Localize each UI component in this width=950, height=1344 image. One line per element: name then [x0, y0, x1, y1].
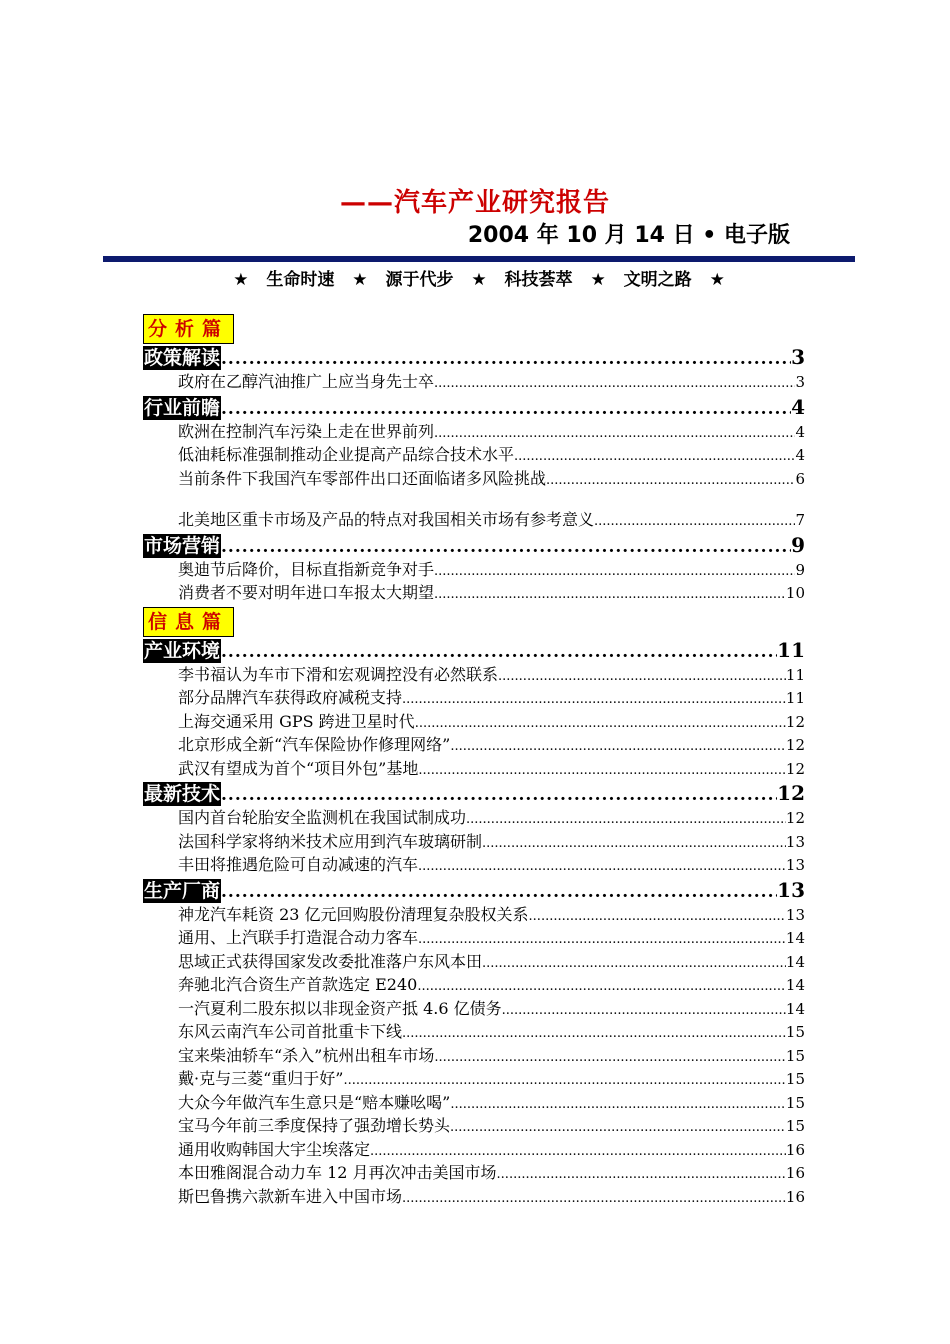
entry-page-number: 14	[785, 929, 805, 947]
header-divider	[103, 256, 855, 262]
toc-entry[interactable]	[143, 508, 805, 532]
entry-title: 宝马今年前三季度保持了强劲增长势头	[178, 1116, 451, 1135]
entry-page-number: 3	[795, 373, 805, 391]
entry-title: 北京形成全新“汽车保险协作修理网络”	[178, 735, 451, 754]
dot-leader	[450, 735, 786, 759]
toc-entry[interactable]	[143, 950, 805, 974]
entry-page-number: 13	[785, 856, 805, 874]
dot-leader	[434, 372, 795, 396]
entry-page-number: 16	[785, 1140, 805, 1159]
report-title: ——汽车产业研究报告	[339, 188, 610, 218]
entry-title: 法国科学家将纳米技术应用到汽车玻璃研制	[178, 831, 483, 851]
entry-title: 戴·克与三菱“重归于好”	[178, 1069, 344, 1088]
section-label: 最新技术	[144, 783, 221, 805]
entry-page-number: 7	[795, 511, 805, 529]
dot-leader	[434, 560, 795, 584]
slogan: 源于代步	[385, 270, 454, 290]
dot-leader	[497, 1163, 786, 1187]
entry-title: 丰田将推遇危险可自动减速的汽车	[178, 855, 419, 874]
entry-title: 当前条件下我国汽车零部件出口还面临诸多风险挑战	[178, 468, 547, 488]
entry-title: 东风云南汽车公司首批重卡下线	[178, 1022, 403, 1041]
entry-title: 思域正式获得国家发改委批准落户东风本田	[178, 951, 483, 971]
entry-page-number: 14	[785, 999, 805, 1018]
section-label: 市场营销	[144, 534, 221, 557]
dot-leader	[498, 665, 786, 689]
section-page-number: 11	[777, 637, 805, 662]
entry-page-number: 12	[785, 712, 805, 731]
toc-entry[interactable]	[143, 1185, 805, 1209]
entry-page-number: 11	[785, 665, 805, 684]
entry-page-number: 12	[785, 736, 805, 754]
slogan: 生命时速	[266, 270, 335, 290]
dot-leader	[343, 1069, 785, 1093]
entry-title: 消费者不要对明年进口车报太大期望	[178, 583, 435, 602]
entry-title: 通用、上汽联手打造混合动力客车	[178, 928, 419, 947]
toc-entry[interactable]	[143, 853, 805, 877]
entry-page-number: 14	[785, 976, 805, 994]
entry-page-number: 10	[785, 584, 805, 602]
dot-leader	[402, 1187, 786, 1211]
dot-leader	[482, 952, 786, 976]
dot-leader	[221, 782, 777, 808]
entry-page-number: 15	[785, 1117, 805, 1135]
part-heading: 分析篇	[143, 314, 234, 344]
toc-section[interactable]	[143, 532, 805, 558]
entry-page-number: 15	[785, 1046, 805, 1065]
dot-leader	[370, 1140, 786, 1164]
toc-entry[interactable]	[143, 973, 805, 997]
entry-page-number: 13	[785, 905, 805, 924]
entry-title: 斯巴鲁携六款新车进入中国市场	[178, 1186, 403, 1206]
toc-entry[interactable]	[143, 467, 805, 491]
toc-entry[interactable]	[143, 1020, 805, 1044]
dot-leader	[529, 905, 786, 929]
section-page-number: 3	[791, 345, 805, 369]
entry-page-number: 11	[785, 689, 805, 707]
entry-page-number: 9	[795, 560, 805, 579]
dot-leader	[402, 1022, 786, 1046]
star-icon: ★	[709, 270, 725, 290]
part-heading: 信息篇	[143, 607, 234, 637]
dot-leader	[221, 879, 777, 905]
toc-entry[interactable]	[143, 443, 805, 467]
dot-leader	[482, 832, 786, 856]
dot-leader	[221, 639, 777, 665]
toc-entry[interactable]	[143, 903, 805, 927]
section-label: 生产厂商	[144, 879, 221, 902]
toc-entry[interactable]	[143, 733, 805, 757]
entry-page-number: 12	[785, 759, 805, 778]
entry-title: 上海交通采用 GPS 跨进卫星时代	[178, 711, 415, 731]
toc-section[interactable]	[143, 344, 805, 370]
dot-leader	[450, 1093, 786, 1117]
entry-title: 欧洲在控制汽车污染上走在世界前列	[178, 421, 435, 441]
dot-leader	[434, 422, 795, 446]
toc-entry[interactable]	[143, 420, 805, 444]
entry-page-number: 4	[795, 446, 805, 464]
toc-entry[interactable]	[143, 710, 805, 734]
section-page-number: 9	[791, 532, 805, 557]
toc-section[interactable]	[143, 877, 805, 903]
dot-leader	[502, 999, 786, 1023]
dot-leader	[418, 759, 786, 783]
entry-title: 宝来柴油轿车“杀入”杭州出租车市场	[178, 1045, 435, 1065]
entry-title: 国内首台轮胎安全监测机在我国试制成功	[178, 808, 467, 827]
slogan: 科技荟萃	[504, 270, 573, 290]
toc-entry[interactable]	[143, 663, 805, 687]
report-date: 2004 年 10 月 14 日 • 电子版	[467, 223, 790, 248]
slogan: 文明之路	[623, 270, 692, 290]
toc-entry[interactable]	[143, 757, 805, 781]
entry-title: 政府在乙醇汽油推广上应当身先士卒	[178, 372, 435, 391]
entry-title: 一汽夏利二股东拟以非现金资产抵 4.6 亿债务	[178, 998, 502, 1018]
toc-entry[interactable]	[143, 830, 805, 854]
toc-entry[interactable]	[143, 997, 805, 1021]
entry-page-number: 15	[785, 1023, 805, 1041]
dot-leader	[594, 510, 795, 534]
dot-leader	[450, 1116, 786, 1140]
entry-page-number: 4	[795, 422, 805, 441]
entry-page-number: 14	[785, 952, 805, 971]
toc-entry[interactable]	[143, 1067, 805, 1091]
entry-page-number: 15	[785, 1093, 805, 1112]
section-label: 产业环境	[144, 639, 221, 662]
dot-leader	[221, 346, 791, 372]
entry-title: 奥迪节后降价，目标直指新竞争对手	[178, 559, 435, 579]
dot-leader	[415, 712, 786, 736]
dot-leader	[434, 1046, 786, 1070]
dot-leader	[417, 975, 786, 999]
entry-page-number: 15	[785, 1070, 805, 1088]
dot-leader	[402, 688, 786, 712]
entry-title: 通用收购韩国大宇尘埃落定	[178, 1139, 371, 1159]
entry-title: 武汉有望成为首个“项目外包”基地	[178, 758, 419, 778]
toc-entry[interactable]	[143, 558, 805, 582]
toc-entry[interactable]	[143, 686, 805, 710]
toc-entry[interactable]	[143, 581, 805, 605]
section-label: 政策解读	[144, 347, 221, 369]
toc-entry[interactable]	[143, 1091, 805, 1115]
entry-title: 本田雅阁混合动力车 12 月再次冲击美国市场	[178, 1163, 497, 1182]
section-label: 行业前瞻	[144, 396, 221, 419]
toc-entry[interactable]	[143, 370, 805, 394]
dot-leader	[434, 583, 786, 607]
entry-page-number: 13	[785, 832, 805, 851]
section-page-number: 13	[777, 877, 805, 902]
toc-entry[interactable]	[143, 1138, 805, 1162]
entry-page-number: 6	[795, 469, 805, 488]
dot-leader	[466, 808, 786, 832]
entry-title: 大众今年做汽车生意只是“赔本赚吆喝”	[178, 1092, 451, 1112]
entry-title: 部分品牌汽车获得政府减税支持	[178, 688, 403, 707]
dot-leader	[221, 396, 791, 422]
dot-leader	[546, 469, 795, 493]
star-icon: ★	[352, 270, 368, 290]
star-icon: ★	[471, 270, 487, 290]
toc-section[interactable]	[143, 637, 805, 663]
entry-title: 低油耗标准强制推动企业提高产品综合技术水平	[178, 445, 515, 464]
entry-page-number: 12	[785, 809, 805, 827]
toc-entry[interactable]	[143, 806, 805, 830]
dot-leader	[221, 534, 791, 560]
entry-title: 北美地区重卡市场及产品的特点对我国相关市场有参考意义	[178, 510, 595, 529]
entry-title: 奔驰北汽合资生产首款选定 E240	[178, 975, 418, 994]
toc-entry[interactable]	[143, 1161, 805, 1185]
toc-section[interactable]	[143, 394, 805, 420]
star-icon: ★	[233, 270, 249, 290]
toc-section[interactable]	[143, 780, 805, 806]
table-of-contents	[143, 312, 805, 1208]
toc-entry[interactable]	[143, 1044, 805, 1068]
entry-page-number: 16	[785, 1187, 805, 1206]
dot-leader	[514, 445, 795, 469]
section-page-number: 12	[777, 781, 805, 805]
star-icon: ★	[590, 270, 606, 290]
slogan-bar	[103, 265, 855, 290]
toc-entry[interactable]	[143, 1114, 805, 1138]
dot-leader	[418, 928, 786, 952]
entry-title: 神龙汽车耗资 23 亿元回购股份清理复杂股权关系	[178, 904, 529, 924]
entry-page-number: 16	[785, 1164, 805, 1182]
toc-entry[interactable]	[143, 926, 805, 950]
section-page-number: 4	[791, 394, 805, 419]
dot-leader	[418, 855, 786, 879]
entry-title: 李书福认为车市下滑和宏观调控没有必然联系	[178, 664, 499, 684]
